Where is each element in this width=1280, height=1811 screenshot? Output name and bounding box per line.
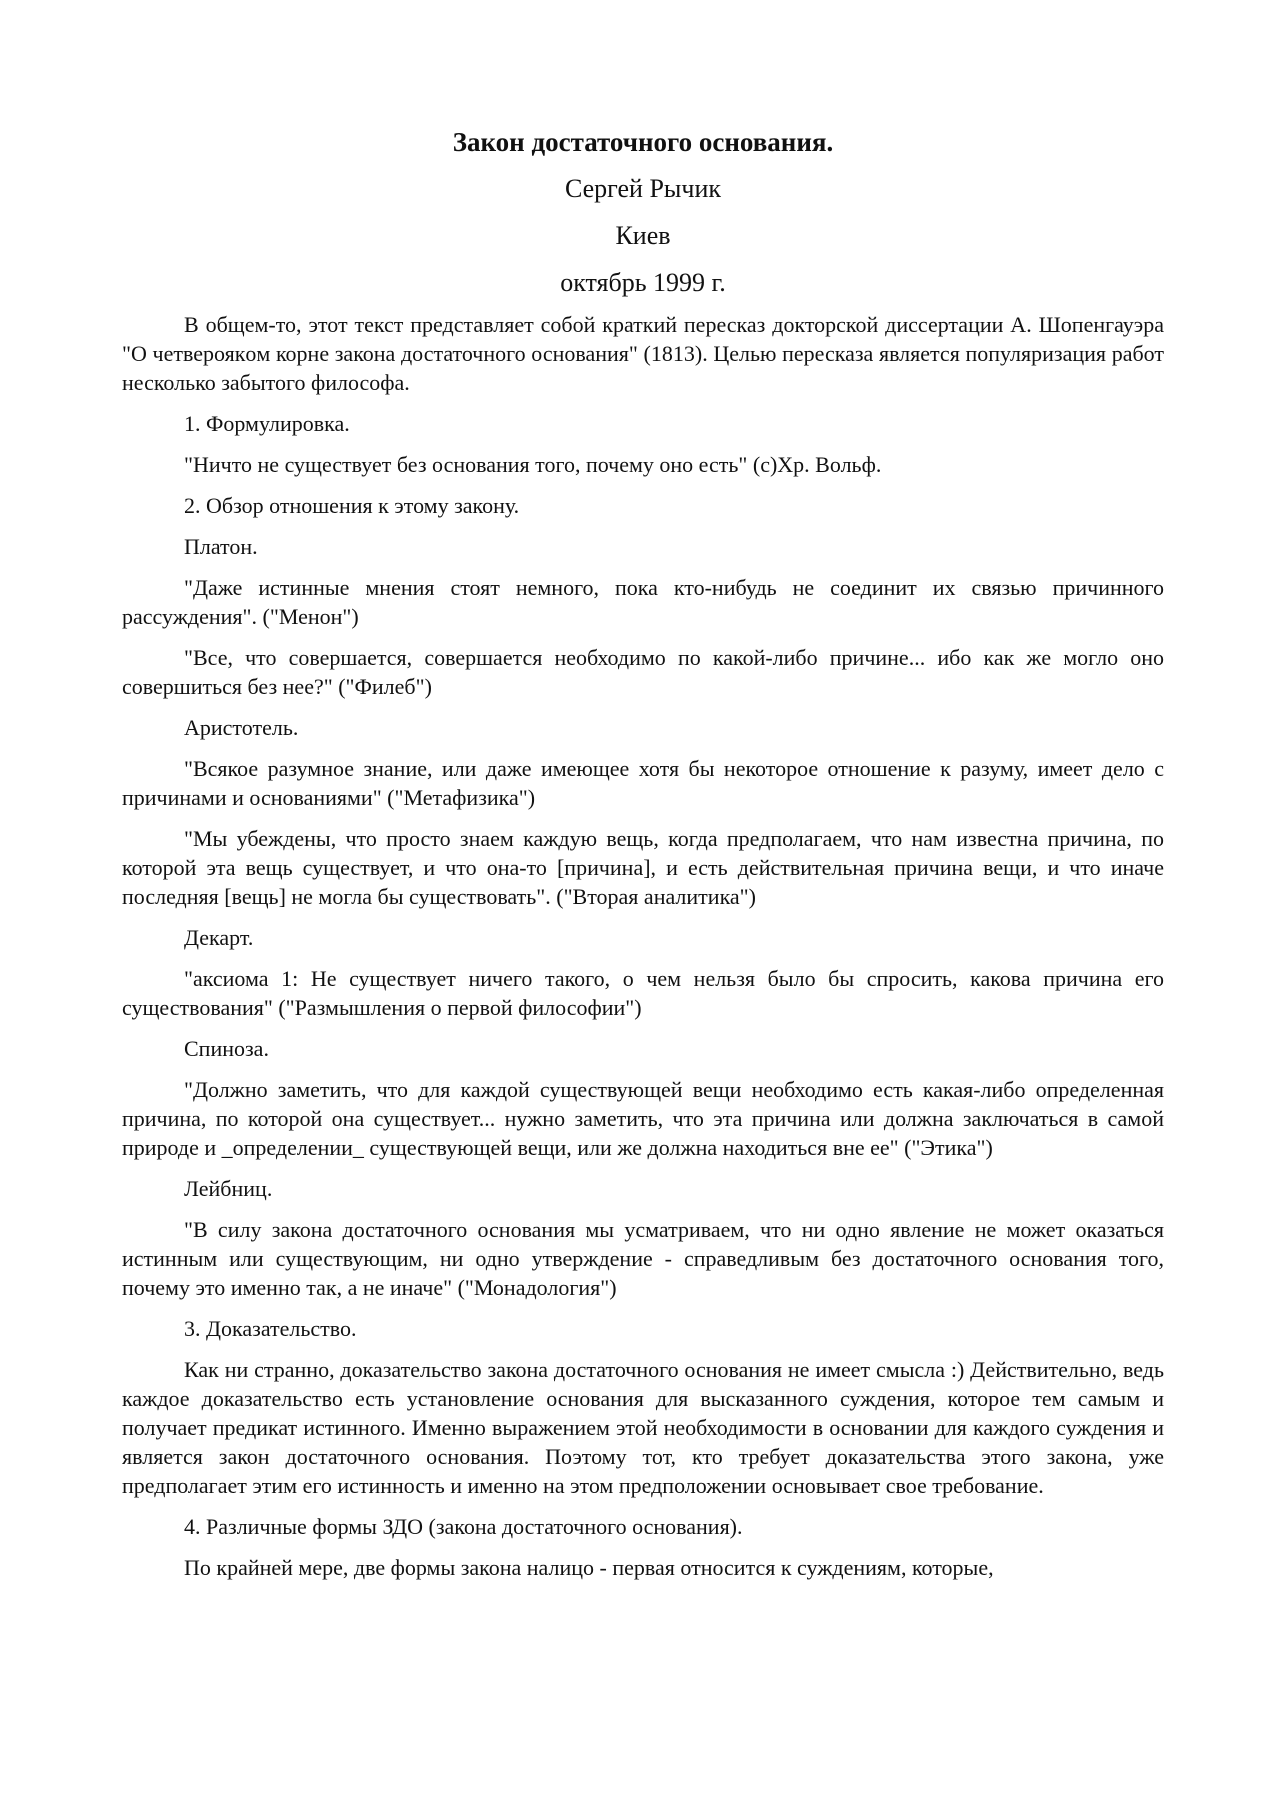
paragraph: "Даже истинные мнения стоят немного, пока кто-нибудь не соединит их связью причинного рассуждения". ("Менон")	[122, 575, 1164, 629]
paragraph: "Ничто не существует без основания того, почему оно есть" (с)Хр. Вольф.	[184, 452, 882, 477]
document-title: Закон достаточного основания.	[452, 127, 834, 157]
document-page	[122, 122, 1164, 1594]
paragraph: "Мы убеждены, что просто знаем каждую вещь, когда предполагаем, что нам известна причина, по которой эта вещь существует, и что она-то [причина], и есть действительная причина вещи, и что иначе последняя [вещь] не могла бы существовать". ("Вторая аналитика")	[122, 826, 1164, 909]
paragraph: По крайней мере, две формы закона налицо - первая относится к суждениям, которые,	[184, 1555, 994, 1580]
date: октябрь 1999 г.	[560, 268, 726, 297]
author: Сергей Рычик	[564, 174, 722, 203]
paragraph: Платон.	[184, 534, 258, 559]
paragraph: 1. Формулировка.	[184, 411, 350, 436]
paragraph: "В силу закона достаточного основания мы усматриваем, что ни одно явление не может оказаться истинным или существующим, ни одно утверждение - справедливым без достаточного основания того, почему это именно так, а не иначе" ("Монадология")	[122, 1217, 1164, 1300]
paragraph: "Всякое разумное знание, или даже имеющее хотя бы некоторое отношение к разуму, имеет дело с причинами и основаниями" ("Метафизика")	[122, 756, 1164, 810]
paragraph: Спиноза.	[184, 1036, 269, 1061]
paragraph: Как ни странно, доказательство закона достаточного основания не имеет смысла :) Действительно, ведь каждое доказательство есть установление основания для высказанного суждения, которое тем самым и получает предикат истинного. Именно выражением этой необходимости в основании для каждого суждения и является закон достаточного основания. Поэтому тот, кто требует доказательства этого закона, уже предполагает этим его истинность и именно на этом предположении основывает свое требование.	[122, 1357, 1164, 1498]
paragraph: "Все, что совершается, совершается необходимо по какой-либо причине... ибо как же могло оно совершиться без нее?" ("Филеб")	[122, 645, 1164, 699]
paragraph: Декарт.	[184, 925, 254, 950]
paragraph: Лейбниц.	[184, 1176, 273, 1201]
paragraph: В общем-то, этот текст представляет собой краткий пересказ докторской диссертации А. Шопенгауэра "О четвероякoм корне закона достаточного основания" (1813). Целью пересказа является популяризация работ несколько забытого философа.	[122, 312, 1164, 395]
paragraph: "Должно заметить, что для каждой существующей вещи необходимо есть какая-либо определенная причина, по которой она существует... нужно заметить, что эта причина или должна заключаться в самой природе и _определении_ существующей вещи, или же должна находиться вне ее" ("Этика")	[122, 1077, 1164, 1160]
paragraph: 3. Доказательство.	[184, 1316, 357, 1341]
document-body	[122, 310, 1164, 1582]
paragraph: 4. Различные формы ЗДО (закона достаточного основания).	[184, 1514, 743, 1539]
paragraph: 2. Обзор отношения к этому закону.	[184, 493, 520, 518]
city: Киев	[615, 221, 671, 250]
paragraph: Аристотель.	[184, 715, 299, 740]
paragraph: "аксиома 1: Не существует ничего такого, о чем нельзя было бы спросить, какова причина его существования" ("Размышления о первой философии")	[122, 966, 1164, 1020]
